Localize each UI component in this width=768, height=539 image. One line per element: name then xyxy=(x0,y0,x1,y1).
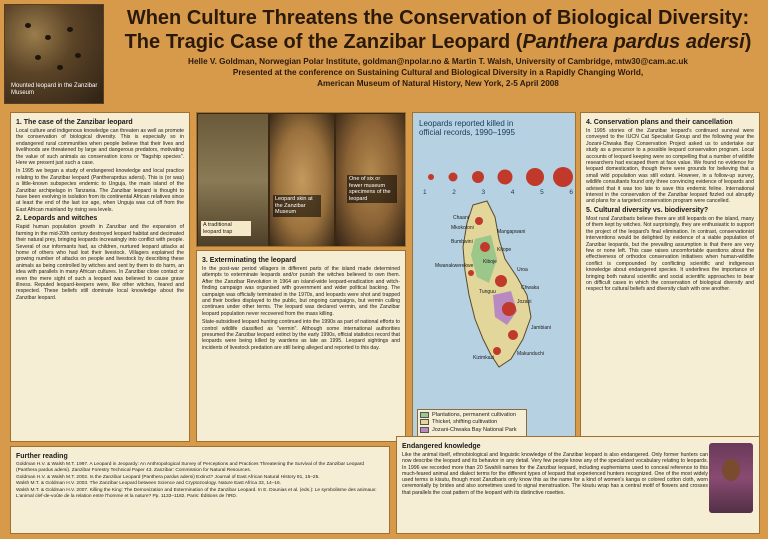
ref-item: Goldman H.V. & Walsh M.T. 1997. A Leopard in Jeopardy: An Anthropological Survey of Perceptions and Practices Threatening the Survival of the Zanzibar Leopard (Panthera pardus adersi). Zanzibar Forestry Technical Paper 43. Zanzibar: Commission for Natural Resources. xyxy=(16,462,365,474)
svg-text:Mkokotoni: Mkokotoni xyxy=(451,225,474,231)
title-line-1: When Culture Threatens the Conservation of Biological Diversity: xyxy=(126,7,750,29)
legend-plantations: Plantations, permanent cultivation xyxy=(420,412,524,418)
skin-caption: Leopard skin at the Zanzibar Museum xyxy=(273,195,321,217)
section-2-heading: 2. Leopards and witches xyxy=(16,215,98,223)
title-line-2: The Tragic Case of the Zanzibar Leopard (Panthera pardus adersi) xyxy=(124,31,752,53)
section-4-text: In 1995 stories of the Zanzibar leopard's continued survival were conveyed to the IUCN Cat Specialist Group and the following year the Jozani-Chwaka Bay Conservation Project asked us to undertake our study as a precursor to a possible leopard conservation program. Local accounts of leopard keeping were so compelling that a number of wildlife researchers had escaped them at face value. We found no evidence for leopard domestication, though there were grounds for believing that a small wild population was still extant. However, in a follow-up survey, wildlife consultants found only three convincing evidence of leopards and advised that it was too late to save this endemic feline. International interest in the conservation of the Zanzibar leopard fizzled out abruptly and plans for a targeted conservation program were cancelled. xyxy=(586,128,754,205)
panel-sections-1-2 xyxy=(10,112,190,442)
svg-text:Jambiani: Jambiani xyxy=(531,325,552,331)
svg-text:Chwaka: Chwaka xyxy=(521,285,540,291)
mounted-leopard-photo xyxy=(4,4,104,104)
further-reading-panel xyxy=(10,446,390,534)
svg-text:Tunguu: Tunguu xyxy=(479,289,496,295)
section-5-heading: 5. Cultural diversity vs. biodiversity? xyxy=(586,206,709,214)
section-3-heading: 3. Exterminating the leopard xyxy=(202,257,297,264)
svg-text:Uroa: Uroa xyxy=(517,267,528,273)
map-title: Leopards reported killed in official records, 1990–1995 xyxy=(419,119,515,137)
section-4-heading: 4. Conservation plans and their cancellation xyxy=(586,119,733,126)
svg-text:Makunduchi: Makunduchi xyxy=(517,351,544,357)
section-1-text-2: In 1995 we began a study of endangered knowledge and local practice relating to the Zanzibar leopard (Pantheraprdus adersi). This is (or was) a little-known subspecies endemic to Unguja, the main island of the Zanzibar archipelago in Tanzania. The Zanzibar leopard is thought to have been evolving in isolation from its continental African relatives since at least the end of the last ice age, when Unguja was cut off from the East African mainland by rising sea levels. xyxy=(16,168,184,213)
endangered-text-block xyxy=(402,443,708,496)
ref-item: Walsh M.T. & Goldman H.V. 2007. Killing the King: The Demonization and Extermination of the Zanzibar Leopard. In E. Dounias et al. (eds.): Le symbolisme des animaux: L'animal clef-de-voûte de la relation entre l'homme et la nature? Pp. 1133–1182. Paris: Éditions de l'IRD. xyxy=(16,487,377,499)
svg-text:Kiboje: Kiboje xyxy=(483,259,497,265)
legend-national-park: Jozani-Chwaka Bay National Park xyxy=(420,427,524,433)
photo-caption: Mounted leopard in the Zanzibar Museum xyxy=(11,83,98,96)
woman-in-kanga-photo xyxy=(709,443,753,513)
legend-thicket: Thicket, shifting cultivation xyxy=(420,419,524,425)
svg-text:Jozani: Jozani xyxy=(517,299,532,305)
section-1-heading: 1. The case of the Zanzibar leopard xyxy=(16,119,133,126)
zanzibar-island-map xyxy=(413,199,576,369)
endangered-text: Like the animal itself, ethnobiological and linguistic knowledge of the Zanzibar leopard is also endangered. Only former hunters can now describe the leopard and its behavior in any detail. Very few people know any of the specialized vocabulary relating to leopards. In 1996 we recorded more than 20 Swahili names for the Zanzibar leopard, including euphemisms used to conceal reference to this much-feared animal and dialect terms for the different types of leopard that experienced hunters recognized. One of the most widely used terms is kisutu, though most Zanzibaris only know this as the name for a kind of women's kanga or colored cotton cloth, worn ceremonially by brides and also sometimes used to signal menstruation. The kisutu wrap has a central motif of flowers and crosses that parallels the coat pattern of the leopard with its distinctive rosettes. xyxy=(402,452,708,496)
svg-text:Bumbwini: Bumbwini xyxy=(451,239,473,245)
svg-text:Chaani: Chaani xyxy=(453,215,469,221)
trap-caption: A traditional leopard trap xyxy=(201,221,251,236)
size-legend-circles xyxy=(423,165,573,187)
ref-item: Goldman H.V. & Walsh M.T. 2002. Is the Zanzibar Leopard (Panthera pardus adersi) Extinct? Journal of East African Natural History 91, 15–25. xyxy=(16,474,320,480)
refs-heading: Further reading xyxy=(16,453,68,460)
section-2-text: Rapid human population growth in Zanzibar and the expansion of farming in the mid-20th century destroyed leopard habitat and decimated their natural prey, bringing leopards increasingly into conflict with people. Several of our informants had, as children, nurtured leopard attacks at home of others who had lost their livestock. Villagers explained the growing number of attacks on people and livestock by describing these animals as being controlled by witches and sent by them to do harm, an idea with parallels in many African cultures. In Zanzibar close contact or even the mere sight of such a leopard was believed to cause grave illness. Reputed leopard-keepers were, like other witches, feared and respected. These beliefs still dominate local knowledge about the Zanzibar leopard. xyxy=(16,224,184,301)
map-legend xyxy=(417,409,527,437)
svg-text:Kizimkazi: Kizimkazi xyxy=(473,355,495,361)
zanzibar-map-panel xyxy=(412,112,576,442)
authors-line-3: American Museum of Natural History, New York, 2-5 April 2008 xyxy=(317,79,559,88)
section-3-text-2: State-subsidised leopard hunting continued into the 1990s as part of national efforts to control wildlife classified as "vermin". Although some international authorities presumed the Zanzibar leopard extinct by the early 1990s, official statistics record that leopards were being killed by wardens as late as 1995. Leopard sightings and incidents of livestock predation are still being alleged and reported to this day. xyxy=(202,319,400,351)
svg-text:Kitope: Kitope xyxy=(497,247,512,253)
section-1-text: Local culture and indigenous knowledge can threaten as well as promote the conservation of biological diversity. This is especially so in endangered rural communities when people believe that their lives and livelihoods are threatened by large and dangerous predators, motivating the value of such animals as conservation icons or "flagship species". Here we present just such a case. xyxy=(16,128,184,167)
endangered-knowledge-panel xyxy=(396,436,760,534)
refs-list xyxy=(16,462,384,500)
specimen-caption: One of six or fewer museum specimens of the leopard xyxy=(347,175,397,203)
size-legend-numbers: 1 2 3 4 5 6 xyxy=(423,189,573,196)
poster-header xyxy=(108,6,768,89)
section-5-text: Most rural Zanzibaris believe there are still leopards on the island, many of them kept by witches. Not surprisingly, they are enthusiastic to support the project of the leopard's final elimination. In contrast, conservationist interventions would be delighted by evidence of a viable population of Zanzibar leopards, but the prevailing assumption is that there are very few or none left. This case raises uncomfortable questions about the effectiveness of orthodox conservation initiatives when human-wildlife conflict is compounded by conflicting scientific and indigenous knowledge about endangered species. It underlines the importance of bringing both natural scientific and social scientific approaches to bear on difficult cases in which the conservation of biological diversity and respect for cultural beliefs and diversity clash with one another. xyxy=(586,215,754,293)
panel-section-3 xyxy=(196,250,406,442)
svg-text:Mangapwani: Mangapwani xyxy=(497,229,526,235)
authors-line-1: Helle V. Goldman, Norwegian Polar Institute, goldman@npolar.no & Martin T. Walsh, University of Cambridge, mtw30@cam.ac.uk xyxy=(188,57,688,66)
section-3-text: In the post-war period villagers in different parts of the island made determined attempts to exterminate leopards and/or punish the witches believed to own them. After the Zanzibar Revolution in 1964 an island-wide leopard-eradication and witch-finding campaign was organised with government and wider political backing. The campaign was officially terminated in the 1970s, and leopards were shot and trapped and their bodies displayed to the public, but ongoing campaigns, but vermin culling continues under other terms. The leopard was declared vermin, and the Zanzibar leopard population never recovered from the mass killing. xyxy=(202,266,400,317)
endangered-heading: Endangered knowledge xyxy=(402,443,481,450)
leopard-images-panel xyxy=(196,112,406,247)
ref-item: Walsh M.T. & Goldman H.V. 2003. The Zanzibar Leopard between Science and Cryptozoology. Nature East Africa 33, 14–16. xyxy=(16,481,282,487)
svg-text:Mwanakwerekwe: Mwanakwerekwe xyxy=(435,263,474,269)
authors-line-2: Presented at the conference on Sustaining Cultural and Biological Diversity in a Rapidly Changing World, xyxy=(232,68,644,77)
leopard-skin-image xyxy=(269,113,335,247)
panel-sections-4-5 xyxy=(580,112,760,442)
